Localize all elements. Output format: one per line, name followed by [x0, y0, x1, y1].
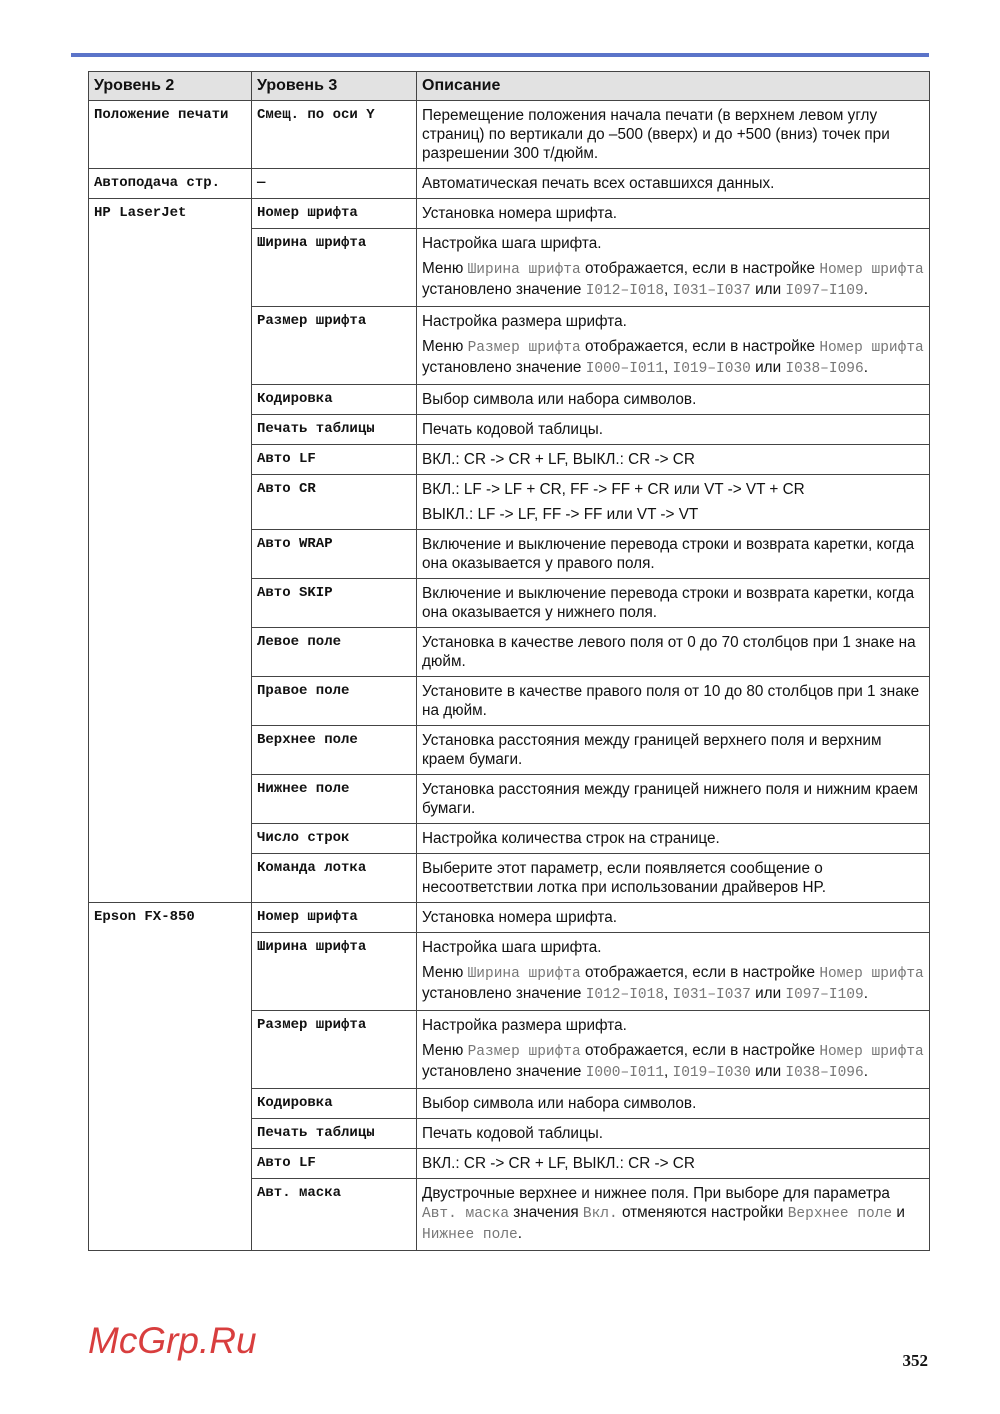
description-paragraph	[422, 1016, 924, 1035]
description-cell	[417, 199, 930, 229]
description-cell	[417, 677, 930, 726]
description-text: Установка в качестве левого поля от 0 до 70 столбцов при 1 знаке на дюйм.	[422, 634, 916, 670]
level2-cell: Автоподача стр.	[89, 169, 252, 199]
description-text: Установите в качестве правого поля от 10 до 80 столбцов при 1 знаке на дюйм.	[422, 683, 920, 719]
level3-cell: Авто LF	[252, 1149, 417, 1179]
level3-cell: Авто WRAP	[252, 530, 417, 579]
setting-name: I012–I018	[585, 987, 665, 1003]
level3-cell: Ширина шрифта	[252, 229, 417, 307]
level3-cell: Печать таблицы	[252, 1119, 417, 1149]
description-cell	[417, 775, 930, 824]
description-text: .	[863, 359, 868, 376]
description-cell	[417, 229, 930, 307]
description-cell	[417, 1089, 930, 1119]
description-paragraph	[422, 204, 924, 223]
header-level3: Уровень 3	[252, 72, 417, 101]
description-text: Выбор символа или набора символов.	[422, 391, 697, 408]
settings-table	[88, 71, 930, 1251]
description-cell	[417, 307, 930, 385]
setting-name: Вкл.	[582, 1206, 618, 1222]
description-text: Меню	[422, 338, 468, 355]
setting-name: I000–I011	[585, 361, 665, 377]
level3-cell: Ширина шрифта	[252, 933, 417, 1011]
description-text: Меню	[422, 260, 468, 277]
setting-name: I097–I109	[785, 283, 864, 299]
description-cell	[417, 101, 930, 169]
description-text: ,	[664, 985, 673, 1002]
description-cell	[417, 628, 930, 677]
setting-name: I097–I109	[785, 987, 864, 1003]
level2-cell: HP LaserJet	[89, 199, 252, 903]
description-paragraph	[422, 234, 924, 253]
description-paragraph	[422, 390, 924, 409]
description-cell	[417, 903, 930, 933]
description-cell	[417, 1149, 930, 1179]
description-text: ,	[664, 359, 673, 376]
description-paragraph	[422, 535, 924, 573]
level3-cell: Смещ. по оси Y	[252, 101, 417, 169]
description-paragraph	[422, 829, 924, 848]
setting-name: Номер шрифта	[819, 1044, 924, 1060]
description-cell	[417, 854, 930, 903]
description-text: Установка расстояния между границей верхнего поля и верхним краем бумаги.	[422, 732, 882, 768]
description-cell	[417, 579, 930, 628]
description-text: установлено значение	[422, 359, 586, 376]
description-text: установлено значение	[422, 281, 586, 298]
setting-name: Номер шрифта	[819, 966, 924, 982]
description-paragraph	[422, 963, 924, 1005]
level3-cell: Печать таблицы	[252, 415, 417, 445]
description-text: Печать кодовой таблицы.	[422, 1125, 603, 1142]
level3-cell: Число строк	[252, 824, 417, 854]
description-text: Включение и выключение перевода строки и возврата каретки, когда она оказывается у правого поля.	[422, 536, 915, 572]
description-paragraph	[422, 584, 924, 622]
description-text: Печать кодовой таблицы.	[422, 421, 603, 438]
setting-name: Верхнее поле	[787, 1206, 893, 1222]
level3-cell: Размер шрифта	[252, 1011, 417, 1089]
description-paragraph	[422, 480, 924, 499]
description-paragraph	[422, 505, 924, 524]
description-text: Меню	[422, 1042, 468, 1059]
description-text: .	[863, 985, 868, 1002]
description-paragraph	[422, 450, 924, 469]
level3-cell: Размер шрифта	[252, 307, 417, 385]
description-text: .	[863, 1063, 868, 1080]
description-cell	[417, 726, 930, 775]
description-paragraph	[422, 938, 924, 957]
description-text: Настройка шага шрифта.	[422, 235, 602, 252]
description-text: Установка номера шрифта.	[422, 909, 617, 926]
description-cell	[417, 1119, 930, 1149]
level3-cell: —	[252, 169, 417, 199]
description-cell	[417, 1011, 930, 1089]
level3-cell: Авто LF	[252, 445, 417, 475]
description-text: или	[750, 281, 786, 298]
page-number: 352	[902, 1351, 928, 1370]
top-rule	[71, 53, 929, 57]
description-text: .	[517, 1225, 522, 1242]
description-paragraph	[422, 731, 924, 769]
description-paragraph	[422, 859, 924, 897]
setting-name: I000–I011	[585, 1065, 665, 1081]
level3-cell: Команда лотка	[252, 854, 417, 903]
header-level2: Уровень 2	[89, 72, 252, 101]
description-paragraph	[422, 337, 924, 379]
description-text: ВКЛ.: LF -> LF + CR, FF -> FF + CR или VT -> VT + CR	[422, 481, 805, 498]
setting-name: Ширина шрифта	[467, 966, 581, 982]
setting-name: Авт. маска	[422, 1206, 510, 1222]
setting-name: Размер шрифта	[467, 1044, 581, 1060]
setting-name: I031–I037	[672, 283, 751, 299]
description-paragraph	[422, 174, 924, 193]
watermark: McGrp.Ru	[88, 1320, 257, 1361]
level3-cell: Номер шрифта	[252, 903, 417, 933]
description-cell	[417, 530, 930, 579]
description-text: ВКЛ.: CR -> CR + LF, ВЫКЛ.: CR -> CR	[422, 1155, 695, 1172]
setting-name: I038–I096	[785, 1065, 864, 1081]
table-header-row	[89, 72, 930, 101]
description-text: или	[750, 359, 786, 376]
level3-cell: Авт. маска	[252, 1179, 417, 1251]
description-text: отображается, если в настройке	[580, 964, 820, 981]
level3-cell: Номер шрифта	[252, 199, 417, 229]
level2-cell: Положение печати	[89, 101, 252, 169]
description-text: или	[750, 1063, 786, 1080]
description-text: Меню	[422, 964, 468, 981]
description-paragraph	[422, 633, 924, 671]
description-cell	[417, 1179, 930, 1251]
description-text: Автоматическая печать всех оставшихся данных.	[422, 175, 775, 192]
table-row	[89, 101, 930, 169]
description-text: Выберите этот параметр, если появляется сообщение о несоответствии лотка при использовании драйверов HP.	[422, 860, 827, 896]
description-text: Перемещение положения начала печати (в верхнем левом углу страниц) по вертикали до –500 (вверх) и до +500 (вниз) точек при разрешении 300 т/дюйм.	[422, 107, 890, 162]
description-text: и	[892, 1204, 905, 1221]
description-text: установлено значение	[422, 985, 586, 1002]
setting-name: I038–I096	[785, 361, 864, 377]
description-text: Настройка количества строк на странице.	[422, 830, 720, 847]
description-cell	[417, 933, 930, 1011]
description-paragraph	[422, 420, 924, 439]
description-paragraph	[422, 312, 924, 331]
level2-cell: Epson FX-850	[89, 903, 252, 1251]
setting-name: Номер шрифта	[819, 262, 924, 278]
description-text: установлено значение	[422, 1063, 586, 1080]
description-paragraph	[422, 259, 924, 301]
level3-cell: Нижнее поле	[252, 775, 417, 824]
setting-name: Ширина шрифта	[467, 262, 581, 278]
description-text: значения	[509, 1204, 583, 1221]
description-text: отображается, если в настройке	[580, 260, 820, 277]
description-paragraph	[422, 780, 924, 818]
description-text: отменяются настройки	[617, 1204, 788, 1221]
level3-cell: Левое поле	[252, 628, 417, 677]
description-paragraph	[422, 682, 924, 720]
level3-cell: Кодировка	[252, 1089, 417, 1119]
description-text: ,	[664, 1063, 673, 1080]
description-text: .	[863, 281, 868, 298]
header-description: Описание	[417, 72, 930, 101]
description-text: отображается, если в настройке	[580, 1042, 820, 1059]
setting-name: Нижнее поле	[422, 1227, 518, 1243]
description-cell	[417, 824, 930, 854]
description-text: Установка номера шрифта.	[422, 205, 617, 222]
setting-name: I012–I018	[585, 283, 665, 299]
description-text: ,	[664, 281, 673, 298]
description-text: Установка расстояния между границей нижнего поля и нижним краем бумаги.	[422, 781, 919, 817]
description-cell	[417, 385, 930, 415]
description-paragraph	[422, 1154, 924, 1173]
description-text: Настройка размера шрифта.	[422, 313, 627, 330]
description-text: ВЫКЛ.: LF -> LF, FF -> FF или VT -> VT	[422, 506, 699, 523]
description-paragraph	[422, 1124, 924, 1143]
description-text: Настройка размера шрифта.	[422, 1017, 627, 1034]
description-text: Настройка шага шрифта.	[422, 939, 602, 956]
description-paragraph	[422, 106, 924, 163]
description-text: Включение и выключение перевода строки и возврата каретки, когда она оказывается у нижнего поля.	[422, 585, 915, 621]
setting-name: I019–I030	[672, 361, 751, 377]
table-row	[89, 169, 930, 199]
description-text: отображается, если в настройке	[580, 338, 820, 355]
setting-name: Размер шрифта	[467, 340, 581, 356]
setting-name: I031–I037	[672, 987, 751, 1003]
description-text: или	[750, 985, 786, 1002]
description-paragraph	[422, 1184, 924, 1245]
description-cell	[417, 415, 930, 445]
description-cell	[417, 445, 930, 475]
table-row	[89, 903, 930, 933]
description-text: Двустрочные верхнее и нижнее поля. При выборе для параметра	[422, 1185, 890, 1202]
description-text: Выбор символа или набора символов.	[422, 1095, 697, 1112]
level3-cell: Авто SKIP	[252, 579, 417, 628]
level3-cell: Авто CR	[252, 475, 417, 530]
level3-cell: Правое поле	[252, 677, 417, 726]
level3-cell: Верхнее поле	[252, 726, 417, 775]
level3-cell: Кодировка	[252, 385, 417, 415]
setting-name: I019–I030	[672, 1065, 751, 1081]
description-paragraph	[422, 908, 924, 927]
description-paragraph	[422, 1041, 924, 1083]
description-paragraph	[422, 1094, 924, 1113]
description-text: ВКЛ.: CR -> CR + LF, ВЫКЛ.: CR -> CR	[422, 451, 695, 468]
description-cell	[417, 169, 930, 199]
table-row	[89, 199, 930, 229]
setting-name: Номер шрифта	[819, 340, 924, 356]
description-cell	[417, 475, 930, 530]
